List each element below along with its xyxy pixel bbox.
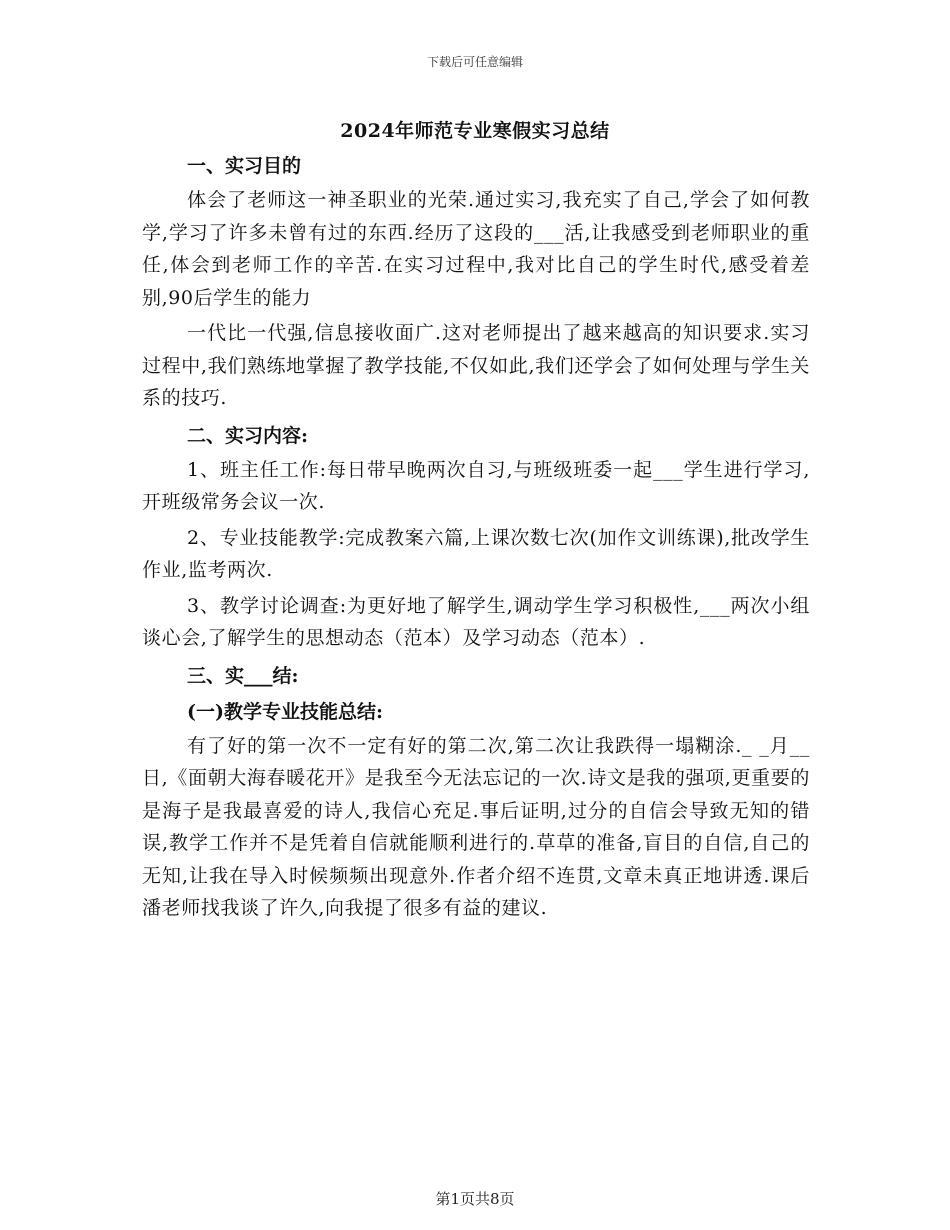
paragraph: 有了好的第一次不一定有好的第二次,第二次让我跌得一塌糊涂._ _月__日,《面朝大海春暖花开》是我至今无法忘记的一次.诗文是我的强项,更重要的是海子是我最喜爱的诗人,我信心充足.事后证明,过分的自信会导致无知的错误,教学工作并不是凭着自信就能顺利进行的.草草的准备,盲目的自信,自己的无知,让我在导入时候频频出现意外.作者介绍不连贯,文章未真正地讲透.课后潘老师找我谈了许久,向我提了很多有益的建议. [142,734,810,919]
paragraph: 2、专业技能教学:完成教案六篇,上课次数七次(加作文训练课),批改学生作业,监考两次. [142,526,810,581]
document-body [142,148,810,928]
subsection-heading: (一)教学专业技能总结: [187,700,383,723]
paragraph: 3、教学讨论调查:为更好地了解学生,调动学生学习积极性,___两次小组谈心会,了解学生的思想动态（范本）及学习动态（范本）. [142,594,810,649]
section-heading: 二、实习内容: [187,424,309,447]
page-footer: 第1页共8页 [435,1190,515,1208]
section-heading: 一、实习目的 [187,155,302,177]
header-note: 下载后可任意编辑 [426,55,523,69]
section-heading: 三、实___结: [187,664,299,687]
paragraph: 体会了老师这一神圣职业的光荣.通过实习,我充实了自己,学会了如何教学,学习了许多未曾有过的东西.经历了这段的___活,让我感受到老师职业的重任,体会到老师工作的辛苦.在实习过程中,我对比自己的学生时代,感受着差别,90后学生的能力 [142,189,810,309]
document-title: 2024年师范专业寒假实习总结 [340,120,610,142]
paragraph: 1、班主任工作:每日带早晚两次自习,与班级班委一起___学生进行学习,开班级常务会议一次. [142,458,810,513]
paragraph: 一代比一代强,信息接收面广.这对老师提出了越来越高的知识要求.实习过程中,我们熟练地掌握了教学技能,不仅如此,我们还学会了如何处理与学生关系的技巧. [142,322,810,409]
